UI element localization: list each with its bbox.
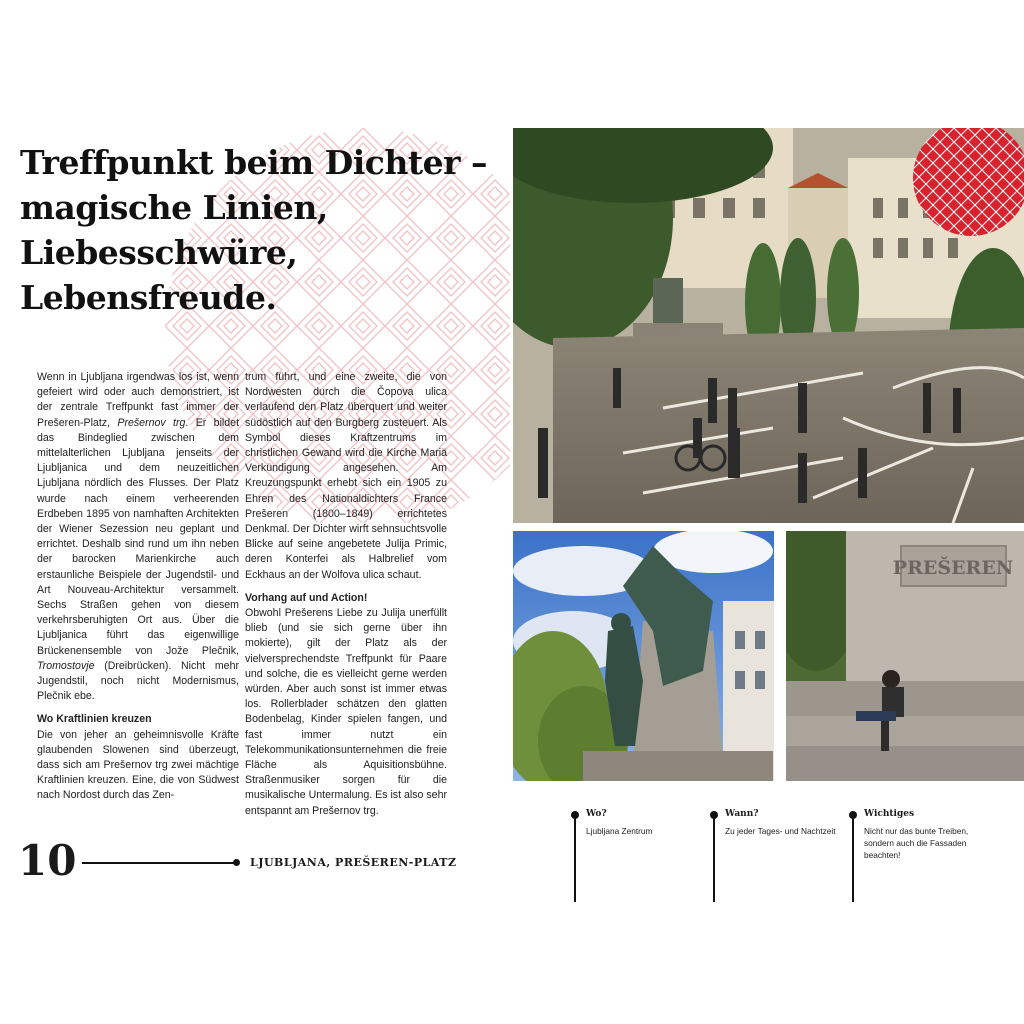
photo-preseren-statue [513,531,774,781]
italic-term: Prešernov trg [117,416,186,429]
info-value: Ljubljana Zentrum [586,826,653,836]
info-value: Nicht nur das bunte Treiben, sondern auch die Fassaden beachten! [864,826,969,861]
info-rule [713,816,715,902]
info-important [852,808,982,898]
info-dot [710,811,718,819]
info-when [713,808,843,898]
section-heading: Vorhang auf und Action! [245,591,368,604]
page-number: 10 [18,836,77,885]
text-span: Wenn in Ljubljana irgendwas los ist, wenn gefeiert wird oder auch demonstriert, ist der zentrale Treffpunkt fast immer der Prešeren-Platz, [37,371,239,429]
info-label: Wo? [586,809,607,819]
info-dot [571,811,579,819]
footer-dot [233,859,240,866]
section-heading: Wo Kraftlinien kreuzen [37,713,152,726]
info-value: Zu jeder Tages- und Nachtzeit [725,826,836,836]
paragraph [37,370,239,704]
italic-term: Tromostovje [37,659,95,672]
text-column-2 [245,370,447,819]
text-column-1 [37,370,239,804]
paragraph: Obwohl Prešerens Liebe zu Julija unerfüllt blieb (und sie sich gerne über ihn mokierte), gilt der Platz als der vielversprechendste Treffpunkt für Paare und solche, die es vielleicht gerne werden würden. Aber auch sonst ist immer etwas los. Rollerblader schätzen den glatten Bodenbelag, Kinder spielen fangen, und fast immer nutzt ein Telekommunikationsunternehmen die freie Fläche als Aquisitionsbühne. Straßenmusiker sorgen für die musikalische Untermalung. Es ist also sehr entspannt am Prešernov trg. [245,607,447,817]
paragraph: Die von jeher an geheimnisvolle Kräfte glaubenden Slowenen sind überzeugt, dass sich am Prešernov trg zwei mächtige Kraftlinien kreuzen. Eine, die von Südwest nach Nordost durch das Zen- [37,728,239,802]
photo-preseren-square [513,128,1024,523]
photo-monument-base [786,531,1024,781]
running-head: LJUBLJANA, PREŠEREN-PLATZ [250,856,457,869]
paragraph: trum führt, und eine zweite, die von Nordwesten durch die Čopova ulica verlaufend den Platz überquert und weiter südöstlich auf den Burgberg zusteuert. Als Symbol dieses Kraftzentrums im christlichen Gewand wird die Kirche Mariä Verkündigung angesehen. Am Kreuzungspunkt erhebt sich ein 1905 zu Ehren des Nationaldichters France Prešeren (1800–1849) errichtetes Denkmal. Der Dichter wirft sehnsuchtsvolle Blicke auf seine angebetete Julija Primic, deren Konterfei als Halbrelief vom Eckhaus an der Wolfova ulica schaut. [245,371,447,581]
info-where [574,808,704,898]
info-rule [574,816,576,902]
info-dot [849,811,857,819]
info-label: Wichtiges [864,809,915,819]
info-rule [852,816,854,902]
info-label: Wann? [725,809,759,819]
text-span: (Dreibrücken). Nicht mehr Jugendstil, noch nicht Modernismus, Plečnik ebe. [37,659,239,703]
article-title: Treffpunkt beim Dichter – magische Linien, Liebesschwüre, Lebensfreude. [20,143,487,317]
footer-rule [82,862,237,864]
monument-inscription: PREŠEREN [892,557,1014,579]
text-span: . Er bildet das Bindeglied zwischen dem mittelalterlichen Ljubljana jenseits der Ljubljanica und dem neuzeitlichen Ljubljana nördlich des Flusses. Der Platz wurde nach einem verheerenden Erdbeben 1895 von namhaften Architekten der Wiener Sezession neu geplant und errichtet. Deshalb sind rund um ihn neben der barocken Marienkirche auch erstaunliche Beispiele der Jugendstil- und Art Nouveau-Architektur versammelt. Sechs Straßen gehen von diesem verkehrsberuhigten Ort aus. Über die Ljubljanica führt das eigenwillige Brückenensemble von Jože Plečnik, [37,416,240,657]
